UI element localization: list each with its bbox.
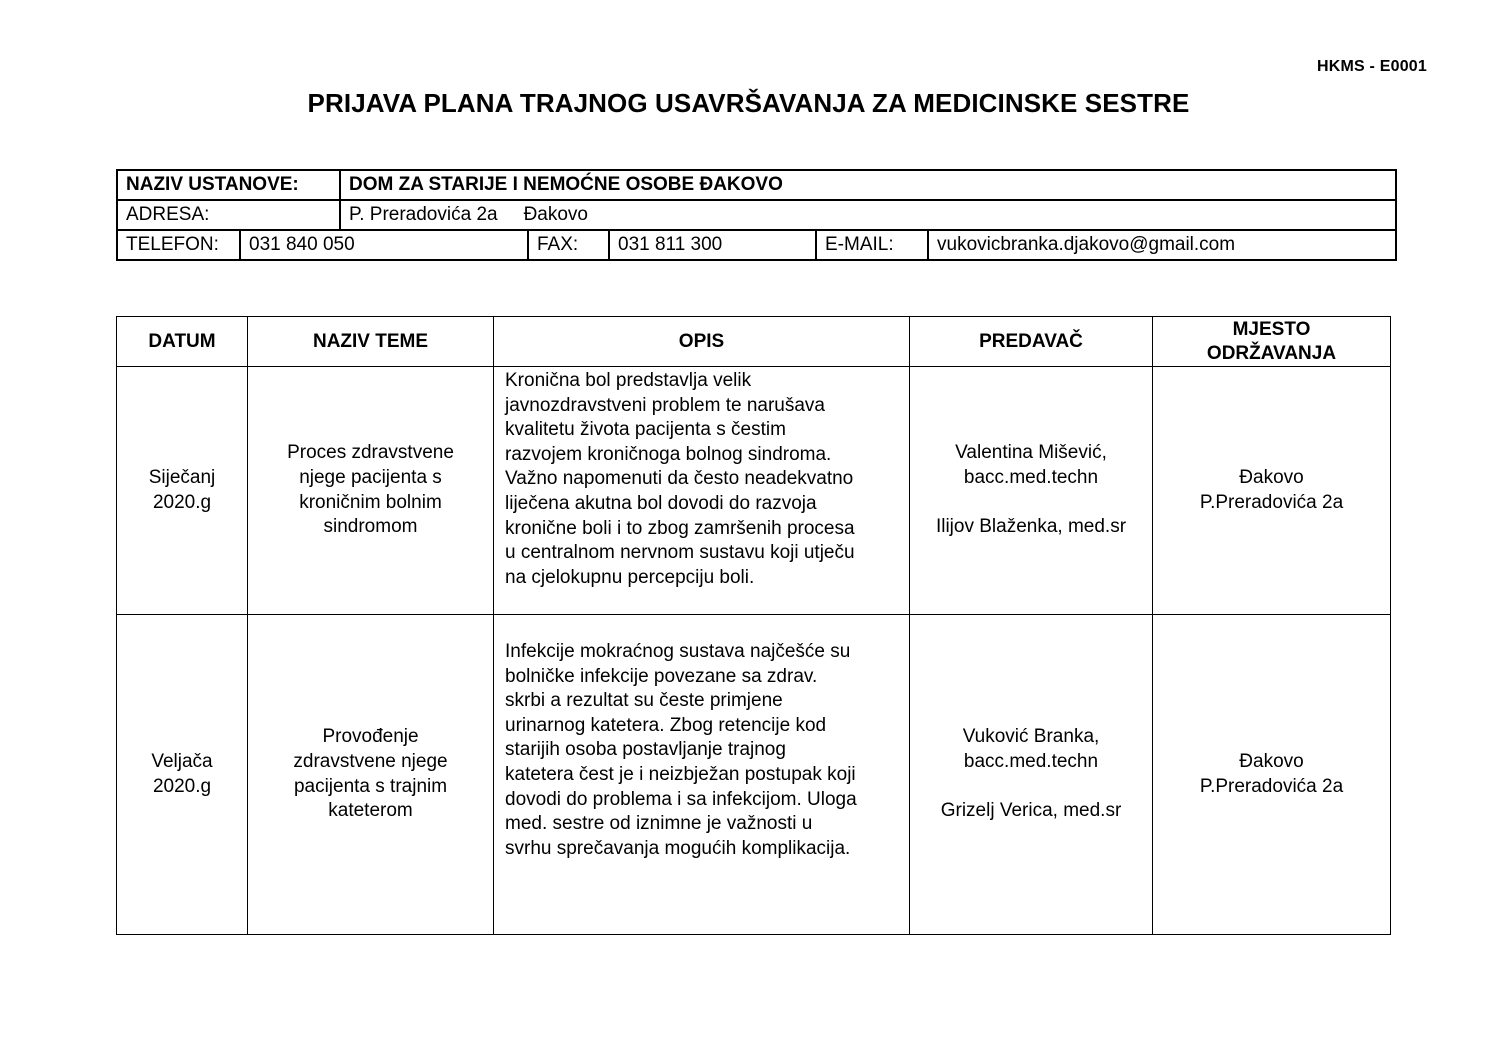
cell-topic [248,367,494,615]
header-date: DATUM [117,317,248,367]
description-line: na cjelokupnu percepciju boli. [505,566,755,588]
description-line: u centralnom nervnom sustavu koji utječu [505,542,855,564]
topic-line: pacijenta s trajnim [293,775,448,797]
address-label: ADRESA: [117,200,340,230]
institution-table [116,169,1397,261]
description-line: skrbi a rezultat su česte primjene [505,690,783,712]
header-location-line: MJESTO [1232,318,1311,340]
description-line: liječena akutna bol dovodi do razvoja [505,492,817,514]
topic-line: kroničnim bolnim [299,491,442,513]
description-line: med. sestre od iznimne je važnosti u [505,813,813,835]
description-line: starijih osoba postavljanje trajnog [505,739,786,761]
lecturer-line: Vuković Branka, [962,726,1100,748]
cell-description [494,367,910,615]
description-line: razvojem kroničnoga bolnog sindroma. [505,443,832,465]
institution-name-row [117,170,1396,200]
table-row [117,615,1391,935]
description-line: kvalitetu života pacijenta s čestim [505,419,786,441]
address-city: Đakovo [523,204,588,225]
cell-lecturer [910,615,1153,935]
location-line: Đakovo [1239,750,1304,772]
description-line: bolničke infekcije povezane sa zdrav. [505,665,818,687]
description-line: Kronična bol predstavlja velik [505,370,752,391]
description-line: Infekcije mokraćnog sustava najčešće su [505,641,851,662]
cell-location [1153,367,1391,615]
plan-table [116,316,1391,935]
lecturer-line: Valentina Mišević, [955,442,1107,464]
header-lecturer: PREDAVAČ [910,317,1153,367]
lecturer-line: bacc.med.techn [963,466,1099,488]
topic-line: zdravstvene njege [293,750,448,772]
cell-lecturer [910,367,1153,615]
topic-line: Provođenje [322,726,419,748]
topic-line: Proces zdravstvene [287,442,454,464]
header-location-line: ODRŽAVANJA [1206,342,1337,364]
location-line: P.Preradovića 2a [1199,491,1344,513]
description-line: dovodi do problema i sa infekcijom. Uloga [505,788,857,810]
description-line: urinarnog katetera. Zbog retencije kod [505,714,827,736]
institution-name-value: DOM ZA STARIJE I NEMOĆNE OSOBE ĐAKOVO [340,170,1396,200]
email-label: E-MAIL: [816,230,928,260]
plan-header-row [117,317,1391,367]
header-description: OPIS [494,317,910,367]
lecturer-line: bacc.med.techn [963,750,1099,772]
cell-description [494,615,910,935]
description-line: Važno napomenuti da često neadekvatno [505,468,854,490]
institution-contact-row [117,230,1396,260]
topic-line: sindromom [323,516,418,538]
institution-address-row [117,200,1396,230]
fax-value: 031 811 300 [609,230,816,260]
description-line: svrhu sprečavanja mogućih komplikacija. [505,837,851,859]
address-value [340,200,1396,230]
description-line: kronične boli i to zbog zamršenih procesa [505,517,855,539]
cell-topic [248,615,494,935]
location-line: Đakovo [1239,466,1304,488]
fax-label: FAX: [528,230,609,260]
institution-name-label: NAZIV USTANOVE: [117,170,340,200]
email-value: vukovicbranka.djakovo@gmail.com [928,230,1396,260]
lecturer-line: Ilijov Blaženka, med.sr [935,516,1127,538]
date-line: 2020.g [152,775,212,797]
header-topic: NAZIV TEME [248,317,494,367]
page-title: PRIJAVA PLANA TRAJNOG USAVRŠAVANJA ZA MEDICINSKE SESTRE [307,88,1190,118]
table-row [117,367,1391,615]
date-line: Siječanj [148,466,216,488]
date-line: Veljača [151,750,213,772]
phone-value: 031 840 050 [240,230,528,260]
description-line: javnozdravstveni problem te narušava [505,394,826,416]
topic-line: kateterom [328,800,413,822]
location-line: P.Preradovića 2a [1199,775,1344,797]
lecturer-line: Grizelj Verica, med.sr [940,800,1122,822]
phone-label: TELEFON: [117,230,240,260]
form-code: HKMS - E0001 [1317,58,1427,75]
date-line: 2020.g [152,491,212,513]
cell-location [1153,615,1391,935]
address-street: P. Preradovića 2a [349,204,498,225]
cell-date [117,615,248,935]
cell-date [117,367,248,615]
description-line: katetera čest je i neizbježan postupak koji [505,763,856,785]
topic-line: njege pacijenta s [299,466,442,488]
header-location [1153,317,1391,367]
